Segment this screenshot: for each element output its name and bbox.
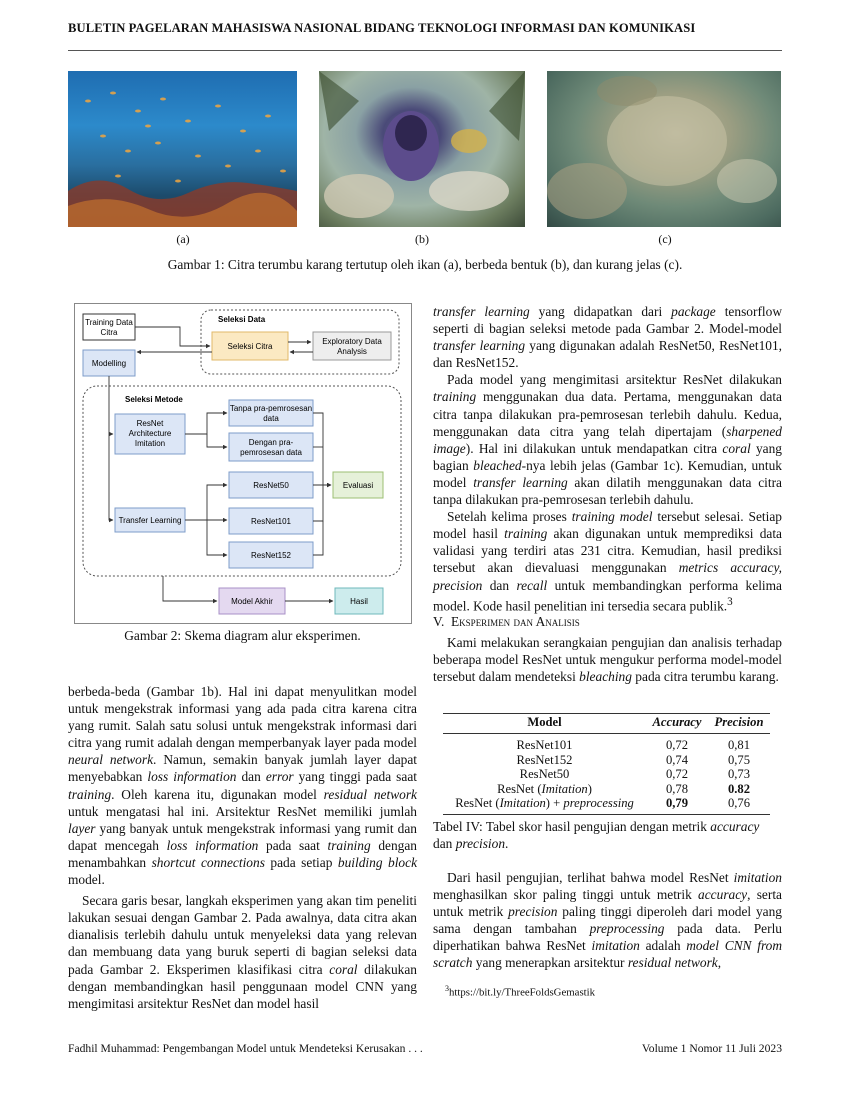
seleksi-data-label: Seleksi Data xyxy=(218,315,266,324)
resnet152-label: ResNet152 xyxy=(250,551,292,560)
table-row: ResNet (Imitation) + preprocessing 0,79 0,76 xyxy=(443,796,770,814)
subcaption-b: (b) xyxy=(415,232,429,246)
subcaption-c: (c) xyxy=(658,232,672,246)
resnet-imitation-label-3: Imitation xyxy=(134,439,166,448)
resnet101-label: ResNet101 xyxy=(250,517,292,526)
table-header-accuracy: Accuracy xyxy=(646,714,708,734)
eda-label-1: Exploratory Data xyxy=(322,337,382,346)
resnet50-label: ResNet50 xyxy=(253,481,289,490)
right-column-bottom-text: Dari hasil pengujian, terlihat bahwa model ResNet imitation menghasilkan skor paling tinggi untuk metrik accuracy, serta untuk metrik precision paling tinggi diperoleh dari model yang sama dengan tambahan preprocessing pada data. Perlu diperhatikan bahwa ResNet imitation adalah model CNN from scratch yang menerapkan arsitektur residual network, xyxy=(433,870,783,971)
seleksi-metode-label: Seleksi Metode xyxy=(125,395,183,404)
dengan-label-2: pemrosesan data xyxy=(240,448,302,457)
dengan-label-1: Dengan pra- xyxy=(248,438,294,447)
training-data-label-2: Citra xyxy=(100,328,118,337)
figure1-caption: Gambar 1: Citra terumbu karang tertutup oleh ikan (a), berbeda bentuk (b), dan kurang jelas (c). xyxy=(167,257,683,272)
footer-author: Fadhil Muhammad: Pengembangan Model untuk Mendeteksi Kerusakan . . . xyxy=(68,1042,423,1055)
journal-header: BULETIN PAGELARAN MAHASISWA NASIONAL BIDANG TEKNOLOGI INFORMASI DAN KOMUNIKASI xyxy=(68,21,696,35)
coral-photo-blurry xyxy=(547,71,781,227)
table-header-precision: Precision xyxy=(708,714,770,734)
hasil-label: Hasil xyxy=(350,597,368,606)
modelling-label: Modelling xyxy=(91,359,127,368)
section-heading: V. Eksperimen dan Analisis xyxy=(433,614,580,629)
table-caption: Tabel IV: Tabel skor hasil pengujian dengan metrik accuracy dan precision. xyxy=(433,819,760,852)
evaluasi-label: Evaluasi xyxy=(342,481,374,490)
right-column-mid-text: Kami melakukan serangkaian pengujian dan analisis terhadap beberapa model ResNet untuk mengukur performa model-model tersebut dalam mendeteksi bleaching pada citra terumbu karang. xyxy=(433,635,782,685)
tanpa-label-2: data xyxy=(263,414,279,423)
figure2-caption: Gambar 2: Skema diagram alur eksperimen. xyxy=(124,628,361,643)
left-column-text: berbeda-beda (Gambar 1b). Hal ini dapat menyulitkan model untuk mengekstrak informasi yang ada pada citra karena citra yang rumit. Salah satu solusi untuk mengekstrak informasi dari citra yang rumit adalah dengan memperbanyak layer pada model neural network. Namun, semakin banyak jumlah layer dapat menyebabkan loss information dan error yang tinggi pada saat training. Oleh karena itu, digunakan model residual network untuk mengatasi hal ini. Arsitektur ResNet memiliki jumlah layer yang banyak untuk mengekstrak informasi yang rumit dan dapat mencegah loss information pada saat training dengan menambahkan shortcut connections pada setiap building block model. Secara garis besar, langkah eksperimen yang akan tim peneliti lakukan sesuai dengan Gambar 2. Pada awalnya, data citra akan dianalisis terlebih dahulu untuk menyeleksi data yang relevan dan membuang data yang buruk seperti di bagian seleksi data pada Gambar 2. Eksperimen klasifikasi citra coral dilakukan dengan membandingkan hasil penggunaan model CNN yang mengimitasi arsitektur ResNet dan model hasil xyxy=(68,684,418,1011)
results-table xyxy=(443,713,770,815)
table-row: ResNet152 0,74 0,75 xyxy=(516,752,751,767)
resnet-imitation-label-1: ResNet xyxy=(136,419,164,428)
training-data-label-1: Training Data xyxy=(85,318,133,327)
resnet-imitation-label-2: Architecture xyxy=(128,429,172,438)
right-column-top-text: transfer learning yang didapatkan dari package tensorflow seperti di bagian seleksi metode pada Gambar 2. Model-model transfer learning yang digunakan adalah ResNet50, ResNet101, dan ResNet152. Pada model yang mengimitasi arsitektur ResNet dilakukan training menggunakan dua data. Pertama, menggunakan data citra tanpa dilakukan pra-pemrosesan terlebih dahulu. Kedua, menggunakan data citra yang telah dipertajam (sharpened image). Hal ini dilakukan untuk mendapatkan citra coral yang bagian bleached-nya lebih jelas (Gambar 1c). Kemudian, untuk model transfer learning akan dilatih menggunakan data citra tanpa dilakukan pra-pemrosesan terlebih dahulu. Setelah kelima proses training model tersebut selesai. Setiap model hasil training akan digunakan untuk memprediksi data validasi yang terdiri atas 231 citra. Kemudian, hasil prediksi tersebut akan dievaluasi menggunakan metrics accuracy, precision dan recall untuk membandingkan performa kelima model. Kode hasil penelitian ini tersedia secara publik.$^3$ xyxy=(433,304,783,614)
eda-label-2: Analysis xyxy=(337,347,367,356)
seleksi-citra-label: Seleksi Citra xyxy=(227,342,273,351)
header-rule xyxy=(68,50,782,51)
table-row: ResNet50 0,72 0,73 xyxy=(519,767,751,782)
footnote: $^3$https://bit.ly/ThreeFoldsGemastik xyxy=(445,984,596,999)
table-row: ResNet (Imitation) 0,78 0.82 xyxy=(497,781,751,796)
footer-volume: Volume 1 Nomor 11 Juli 2023 xyxy=(641,1042,782,1055)
table-row: ResNet101 0,72 0,81 xyxy=(516,738,751,752)
table-header-model: Model xyxy=(443,714,646,734)
coral-photo-fish xyxy=(68,71,297,227)
model-akhir-label: Model Akhir xyxy=(231,597,273,606)
tanpa-label-1: Tanpa pra-pemrosesan xyxy=(229,404,313,413)
experiment-flow-diagram xyxy=(74,303,412,624)
coral-photo-shapes xyxy=(319,71,525,227)
subcaption-a: (a) xyxy=(176,232,190,246)
transfer-learning-label: Transfer Learning xyxy=(118,516,182,525)
